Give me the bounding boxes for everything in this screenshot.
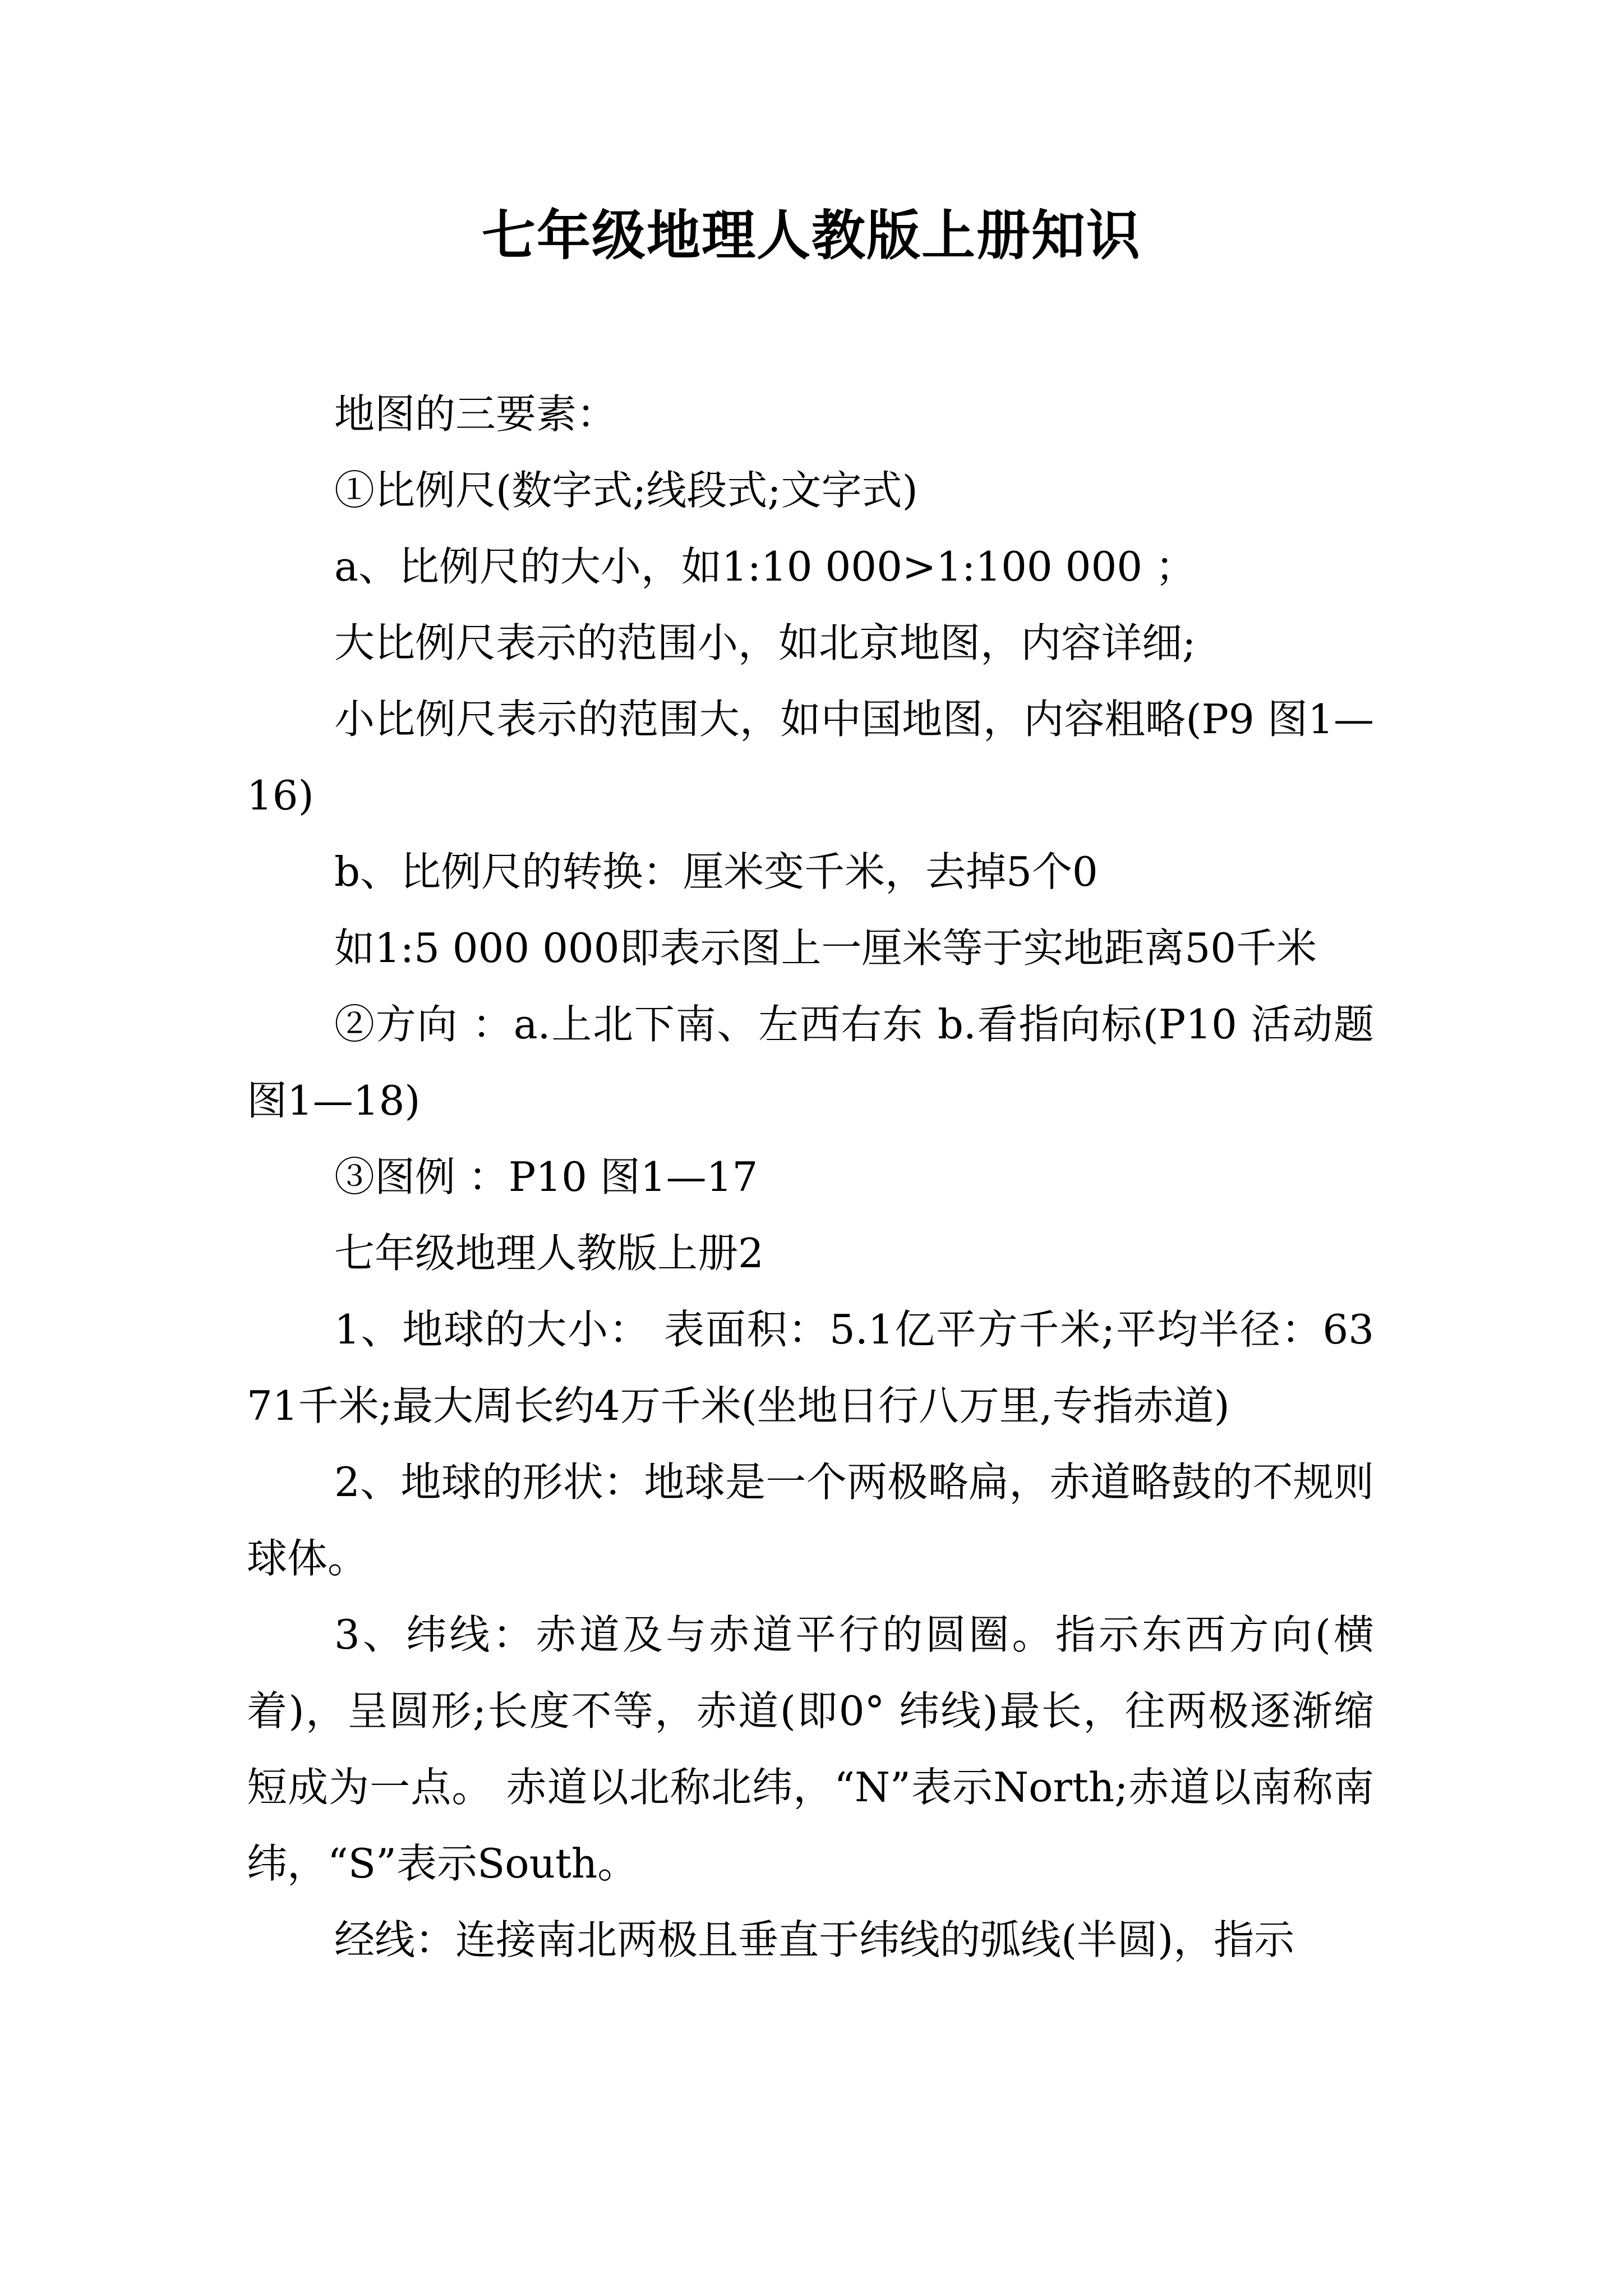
paragraph-scale-size: a、比例尺的大小，如1:10 000>1:100 000 ；: [334, 543, 1196, 590]
paragraph-earth-size: 1、地球的大小： 表面积：5.1亿平方千米;平均半径：6371千米;最大周长约4万千米(坐地日行八万里,专指赤道): [247, 1306, 1374, 1429]
paragraph-earth-shape: 2、地球的形状：地球是一个两极略扁，赤道略鼓的不规则球体。: [247, 1458, 1374, 1582]
paragraph-map-elements: 地图的三要素：: [334, 390, 617, 438]
document-body: [247, 376, 1374, 1978]
paragraph-legend: ③图例 ：P10 图1—17: [334, 1153, 758, 1200]
paragraph-longitude: 经线：连接南北两极且垂直于纬线的弧线(半圆)，指示: [334, 1916, 1295, 1963]
paragraph-section-heading: 七年级地理人教版上册2: [334, 1230, 764, 1277]
paragraph-scale-conversion: b、比例尺的转换：厘米变千米，去掉5个0: [334, 848, 1098, 895]
paragraph-scale-example: 如1:5 000 000即表示图上一厘米等于实地距离50千米: [334, 924, 1317, 972]
paragraph-scale-types: ①比例尺(数字式;线段式;文字式): [334, 467, 918, 514]
paragraph-latitude: 3、纬线：赤道及与赤道平行的圆圈。指示东西方向(横着)，呈圆形;长度不等，赤道(即0° 纬线)最长，往两极逐渐缩短成为一点。 赤道以北称北纬，“N”表示North;赤道以南称南纬，“S”表示South。: [247, 1611, 1374, 1887]
document-title: 七年级地理人教版上册知识: [482, 204, 1141, 267]
paragraph-direction: ②方向 ：a.上北下南、左西右东 b.看指向标(P10 活动题图1—18): [247, 1001, 1374, 1124]
paragraph-large-scale: 大比例尺表示的范围小，如北京地图，内容详细;: [334, 619, 1196, 666]
paragraph-small-scale: 小比例尺表示的范围大，如中国地图，内容粗略(P9 图1—16): [247, 696, 1374, 819]
